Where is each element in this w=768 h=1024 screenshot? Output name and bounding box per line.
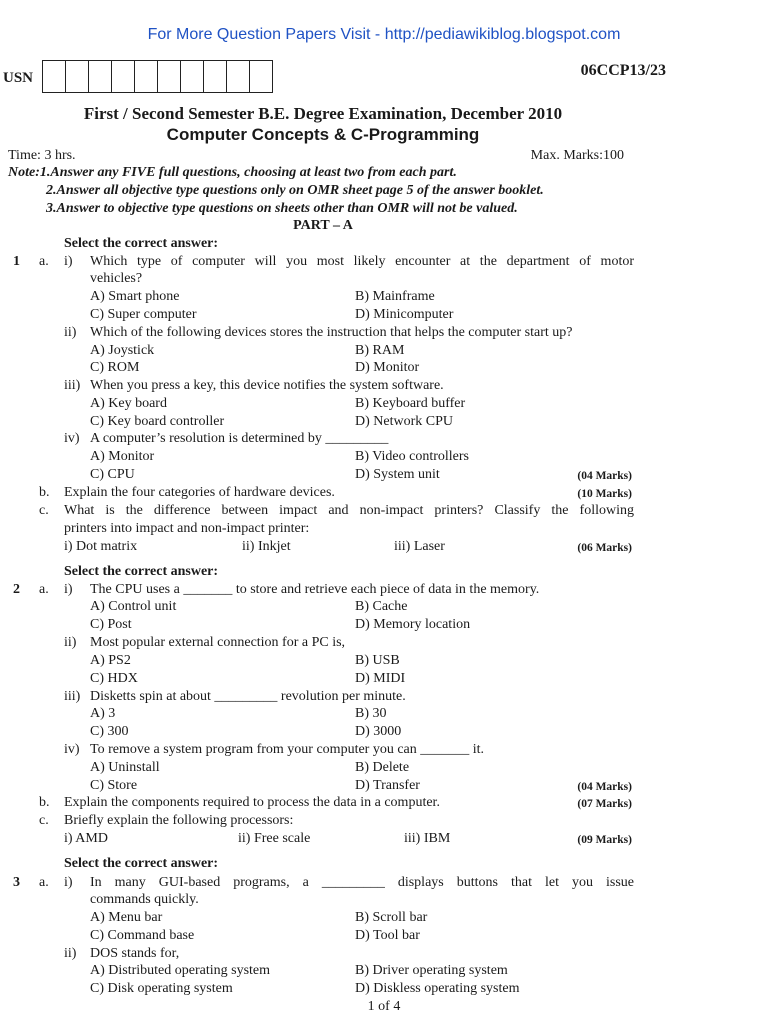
q3-a-label: a. — [39, 875, 49, 890]
q1-c-item-3: iii) Laser — [394, 539, 445, 554]
q2-i-num: i) — [64, 582, 73, 597]
q2-iii-opt-b: B) 30 — [355, 706, 387, 721]
q2-c-item-1: i) AMD — [64, 831, 108, 846]
q1-iv-opt-b: B) Video controllers — [355, 449, 469, 464]
q1-i-opt-c: C) Super computer — [90, 307, 197, 322]
q1-c-item-2: ii) Inkjet — [242, 539, 291, 554]
q3-ii-opt-c: C) Disk operating system — [90, 981, 233, 996]
q3-i-opt-b: B) Scroll bar — [355, 910, 428, 925]
exam-title: First / Second Semester B.E. Degree Examination, December 2010 — [83, 104, 563, 123]
q1-b-marks: (10 Marks) — [577, 488, 632, 500]
q2-b-text: Explain the components required to process the data in a computer. — [64, 795, 440, 810]
q3-ii-opt-d: D) Diskless operating system — [355, 981, 520, 996]
q3-i-opt-c: C) Command base — [90, 928, 195, 943]
paper-code: 06CCP13/23 — [580, 62, 666, 79]
max-marks: Max. Marks:100 — [530, 148, 624, 163]
q2-c-label: c. — [39, 813, 49, 828]
q3-i-opt-d: D) Tool bar — [355, 928, 420, 943]
q2-a-label: a. — [39, 582, 49, 597]
q1-c-label: c. — [39, 503, 49, 518]
q3-ii-opt-b: B) Driver operating system — [355, 963, 508, 978]
q1-a-marks: (04 Marks) — [577, 470, 632, 482]
note-2: 2.Answer all objective type questions only on OMR sheet page 5 of the answer booklet. — [46, 183, 544, 198]
q2-ii-opt-c: C) HDX — [90, 671, 138, 686]
q1-i-num: i) — [64, 254, 73, 269]
q2-iv-opt-c: C) Store — [90, 778, 138, 793]
usn-box — [227, 60, 250, 93]
q2-iv-opt-a: A) Uninstall — [90, 760, 160, 775]
q1-ii-opt-c: C) ROM — [90, 360, 140, 375]
q2-i-opt-a: A) Control unit — [90, 599, 177, 614]
q2-ii-opt-d: D) MIDI — [355, 671, 406, 686]
q1-i-opt-a: A) Smart phone — [90, 289, 180, 304]
subject-title: Computer Concepts & C-Programming — [166, 125, 480, 144]
q1-i-opt-b: B) Mainframe — [355, 289, 435, 304]
q2-c-marks: (09 Marks) — [577, 834, 632, 846]
q3-header: Select the correct answer: — [64, 856, 219, 871]
q2-iv-num: iv) — [64, 742, 80, 757]
q2-i-text: The CPU uses a _______ to store and retrieve each piece of data in the memory. — [90, 582, 540, 597]
q1-iii-opt-c: C) Key board controller — [90, 414, 225, 429]
q1-number: 1 — [13, 254, 20, 269]
q2-b-marks: (07 Marks) — [577, 798, 632, 810]
usn-box — [181, 60, 204, 93]
q2-a-marks: (04 Marks) — [577, 781, 632, 793]
usn-box — [43, 60, 66, 93]
note-1: Note:1.Answer any FIVE full questions, choosing at least two from each part. — [8, 165, 457, 180]
q1-iii-text: When you press a key, this device notifies the system software. — [90, 378, 444, 393]
q1-b-text: Explain the four categories of hardware devices. — [64, 485, 335, 500]
q1-ii-opt-a: A) Joystick — [90, 343, 155, 358]
q2-c-item-3: iii) IBM — [404, 831, 451, 846]
q1-iii-opt-d: D) Network CPU — [355, 414, 453, 429]
q1-c-marks: (06 Marks) — [577, 542, 632, 554]
q1-b-label: b. — [39, 485, 50, 500]
q3-number: 3 — [13, 875, 20, 890]
q3-i-opt-a: A) Menu bar — [90, 910, 163, 925]
q2-iii-text: Disketts spin at about _________ revolution per minute. — [90, 689, 406, 704]
q1-c-item-1: i) Dot matrix — [64, 539, 138, 554]
q1-ii-opt-b: B) RAM — [355, 343, 405, 358]
q2-iv-opt-b: B) Delete — [355, 760, 410, 775]
q1-i-opt-d: D) Minicomputer — [355, 307, 454, 322]
usn-box — [89, 60, 112, 93]
usn-boxes — [42, 60, 273, 93]
q2-ii-opt-a: A) PS2 — [90, 653, 131, 668]
q2-iii-opt-a: A) 3 — [90, 706, 116, 721]
page-number: 1 of 4 — [367, 999, 401, 1014]
q1-ii-opt-d: D) Monitor — [355, 360, 420, 375]
usn-box — [204, 60, 227, 93]
note-3: 3.Answer to objective type questions on sheets other than OMR will not be valued. — [46, 201, 518, 216]
q2-iii-opt-c: C) 300 — [90, 724, 129, 739]
q1-iii-opt-b: B) Keyboard buffer — [355, 396, 466, 411]
q3-i-num: i) — [64, 875, 73, 890]
q2-c-text: Briefly explain the following processors: — [64, 813, 294, 828]
q2-b-label: b. — [39, 795, 50, 810]
q1-c-text-cont: printers into impact and non-impact printer: — [64, 521, 310, 536]
q1-a-label: a. — [39, 254, 49, 269]
q2-iii-opt-d: D) 3000 — [355, 724, 402, 739]
q1-header: Select the correct answer: — [64, 236, 219, 251]
usn-box — [112, 60, 135, 93]
q1-ii-text: Which of the following devices stores the instruction that helps the computer start up? — [90, 325, 573, 340]
q2-i-opt-d: D) Memory location — [355, 617, 471, 632]
q2-number: 2 — [13, 582, 20, 597]
q2-header: Select the correct answer: — [64, 564, 219, 579]
source-banner: For More Question Papers Visit - http://pediawikiblog.blogspot.com — [147, 26, 621, 43]
q1-iii-num: iii) — [64, 378, 81, 393]
q2-iv-text: To remove a system program from your computer you can _______ it. — [90, 742, 485, 757]
usn-box — [135, 60, 158, 93]
time-label: Time: 3 hrs. — [8, 148, 76, 163]
q1-c-text: What is the difference between impact and non-impact printers? Classify the following — [64, 503, 634, 518]
q2-ii-text: Most popular external connection for a PC is, — [90, 635, 346, 650]
q2-ii-num: ii) — [64, 635, 77, 650]
q2-iii-num: iii) — [64, 689, 81, 704]
q1-ii-num: ii) — [64, 325, 77, 340]
q1-iv-opt-c: C) CPU — [90, 467, 135, 482]
usn-box — [158, 60, 181, 93]
q1-i-text: Which type of computer will you most likely encounter at the department of motor — [90, 254, 634, 269]
q2-iv-opt-d: D) Transfer — [355, 778, 420, 793]
q3-i-text: In many GUI-based programs, a _________ displays buttons that let you issue — [90, 875, 634, 890]
q3-ii-text: DOS stands for, — [90, 946, 180, 961]
part-heading: PART – A — [293, 218, 353, 233]
q1-iv-opt-d: D) System unit — [355, 467, 440, 482]
q1-iv-num: iv) — [64, 431, 80, 446]
q3-ii-num: ii) — [64, 946, 77, 961]
q1-iv-text: A computer’s resolution is determined by _________ — [90, 431, 389, 446]
q2-i-opt-b: B) Cache — [355, 599, 408, 614]
usn-box — [66, 60, 89, 93]
q2-c-item-2: ii) Free scale — [238, 831, 311, 846]
q1-i-text-cont: vehicles? — [90, 271, 143, 286]
q2-ii-opt-b: B) USB — [355, 653, 400, 668]
q3-ii-opt-a: A) Distributed operating system — [90, 963, 271, 978]
q1-iv-opt-a: A) Monitor — [90, 449, 155, 464]
usn-box — [250, 60, 273, 93]
usn-label: USN — [3, 70, 34, 86]
q1-iii-opt-a: A) Key board — [90, 396, 167, 411]
q2-i-opt-c: C) Post — [90, 617, 132, 632]
q3-i-text-cont: commands quickly. — [90, 892, 199, 907]
